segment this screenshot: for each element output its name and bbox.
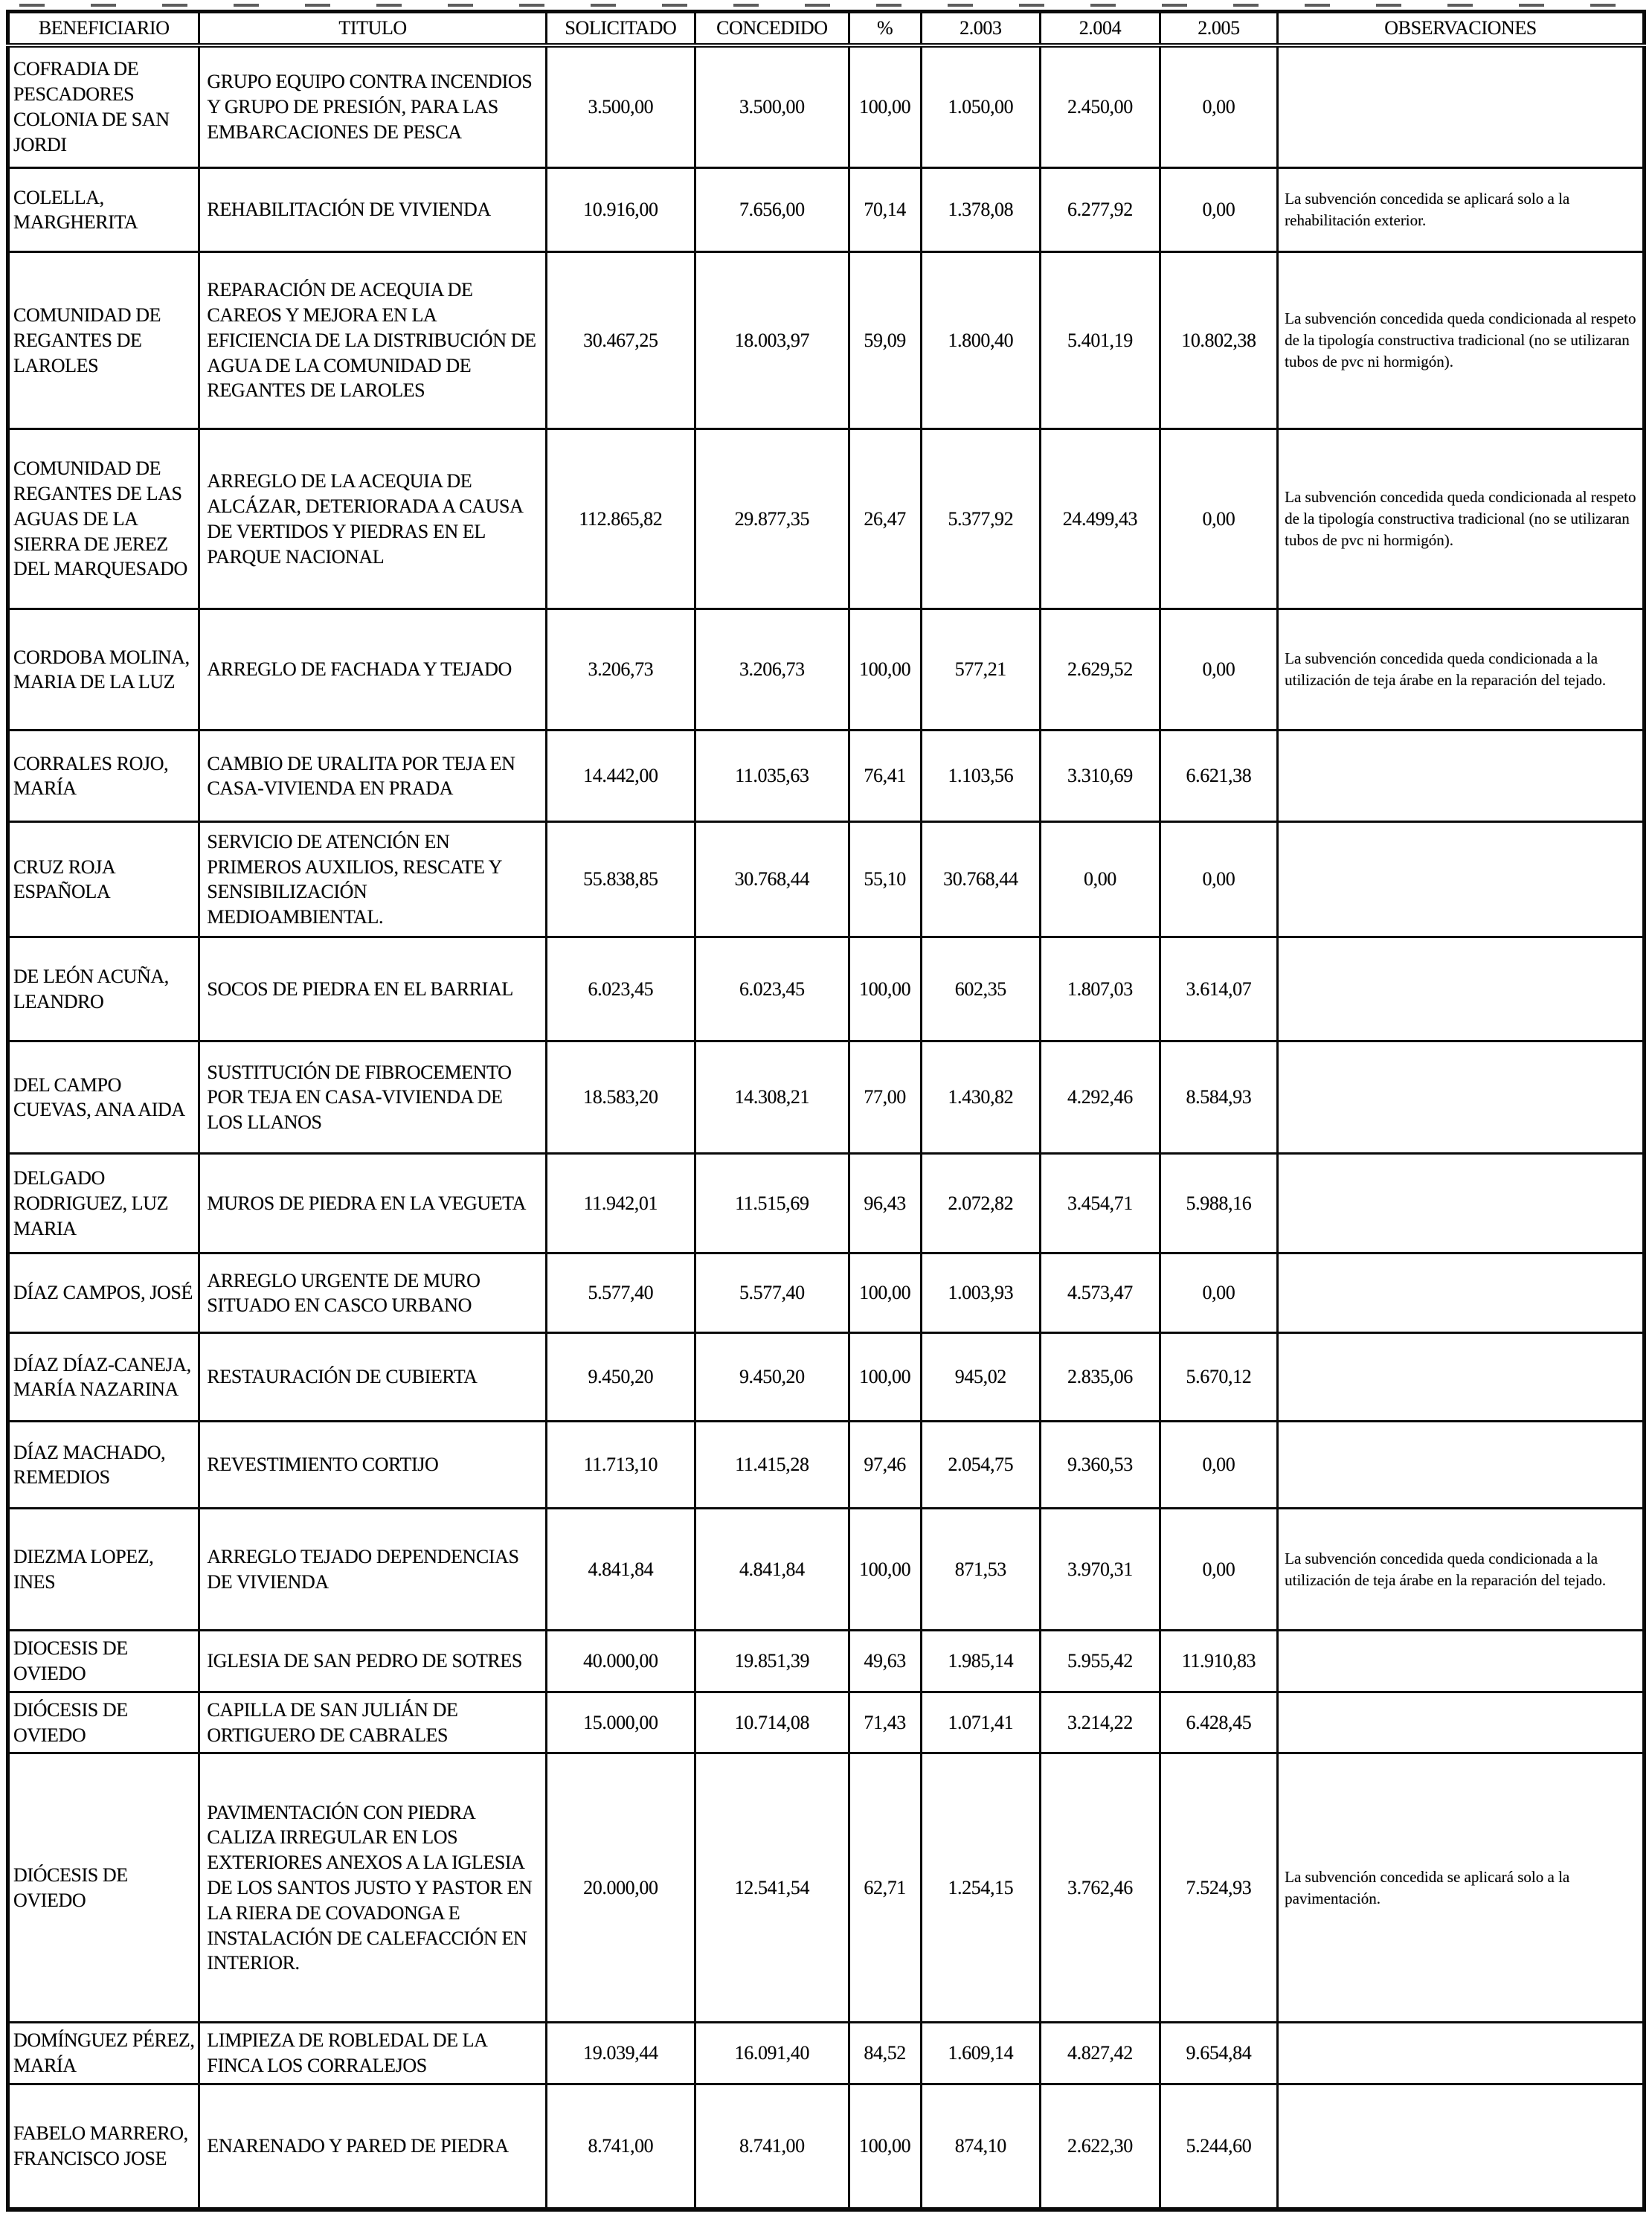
cell-y2004: 1.807,03 <box>1041 937 1160 1041</box>
cell-beneficiario: CRUZ ROJA ESPAÑOLA <box>8 822 199 937</box>
cell-pct: 26,47 <box>849 429 921 609</box>
table-row <box>8 822 1645 937</box>
cell-y2003: 2.072,82 <box>921 1154 1041 1253</box>
cell-y2005: 5.670,12 <box>1160 1333 1277 1422</box>
cell-y2003: 1.985,14 <box>921 1631 1041 1692</box>
cell-y2004: 3.214,22 <box>1041 1692 1160 1753</box>
table-row <box>8 1631 1645 1692</box>
cell-y2004: 3.454,71 <box>1041 1154 1160 1253</box>
cell-titulo: ARREGLO DE FACHADA Y TEJADO <box>199 609 546 731</box>
cell-concedido: 11.515,69 <box>695 1154 849 1253</box>
cell-y2004: 5.955,42 <box>1041 1631 1160 1692</box>
table-row <box>8 1154 1645 1253</box>
cell-y2003: 1.430,82 <box>921 1041 1041 1154</box>
cell-solicitado: 112.865,82 <box>546 429 695 609</box>
table-row <box>8 1692 1645 1753</box>
cell-titulo: CAMBIO DE URALITA POR TEJA EN CASA-VIVIENDA EN PRADA <box>199 731 546 822</box>
cell-solicitado: 3.500,00 <box>546 45 695 168</box>
cell-pct: 71,43 <box>849 1692 921 1753</box>
cell-titulo: GRUPO EQUIPO CONTRA INCENDIOS Y GRUPO DE PRESIÓN, PARA LAS EMBARCACIONES DE PESCA <box>199 45 546 168</box>
column-header-2005: 2.005 <box>1160 12 1277 45</box>
cell-y2005: 0,00 <box>1160 1422 1277 1509</box>
cell-concedido: 8.741,00 <box>695 2084 849 2209</box>
cell-y2003: 1.800,40 <box>921 252 1041 429</box>
cell-observaciones: La subvención concedida queda condicionada al respeto de la tipología constructiva tradicional (no se utilizaran tubos de pvc ni hormigón). <box>1278 252 1645 429</box>
cell-y2004: 3.310,69 <box>1041 731 1160 822</box>
cell-concedido: 18.003,97 <box>695 252 849 429</box>
cell-observaciones <box>1278 2023 1645 2084</box>
cell-solicitado: 19.039,44 <box>546 2023 695 2084</box>
cell-y2004: 2.835,06 <box>1041 1333 1160 1422</box>
table-row <box>8 1253 1645 1333</box>
cell-solicitado: 20.000,00 <box>546 1753 695 2023</box>
cell-pct: 59,09 <box>849 252 921 429</box>
cell-y2003: 1.050,00 <box>921 45 1041 168</box>
cell-solicitado: 9.450,20 <box>546 1333 695 1422</box>
column-header-beneficiario: BENEFICIARIO <box>8 12 199 45</box>
table-row <box>8 731 1645 822</box>
cell-y2005: 6.621,38 <box>1160 731 1277 822</box>
cell-observaciones: La subvención concedida queda condicionada a la utilización de teja árabe en la reparación del tejado. <box>1278 609 1645 731</box>
cell-y2004: 4.827,42 <box>1041 2023 1160 2084</box>
cell-titulo: RESTAURACIÓN DE CUBIERTA <box>199 1333 546 1422</box>
cell-solicitado: 30.467,25 <box>546 252 695 429</box>
cell-titulo: ENARENADO Y PARED DE PIEDRA <box>199 2084 546 2209</box>
table-row <box>8 1333 1645 1422</box>
table-row <box>8 2023 1645 2084</box>
cell-solicitado: 3.206,73 <box>546 609 695 731</box>
cell-beneficiario: DEL CAMPO CUEVAS, ANA AIDA <box>8 1041 199 1154</box>
cell-observaciones: La subvención concedida se aplicará solo a la rehabilitación exterior. <box>1278 168 1645 252</box>
cell-pct: 100,00 <box>849 1253 921 1333</box>
cell-solicitado: 4.841,84 <box>546 1509 695 1631</box>
table-row <box>8 1041 1645 1154</box>
cell-y2004: 6.277,92 <box>1041 168 1160 252</box>
cell-concedido: 6.023,45 <box>695 937 849 1041</box>
cell-beneficiario: COMUNIDAD DE REGANTES DE LAS AGUAS DE LA SIERRA DE JEREZ DEL MARQUESADO <box>8 429 199 609</box>
cell-y2005: 0,00 <box>1160 168 1277 252</box>
column-header-solicitado: SOLICITADO <box>546 12 695 45</box>
cell-concedido: 19.851,39 <box>695 1631 849 1692</box>
table-row <box>8 2084 1645 2209</box>
table-row <box>8 429 1645 609</box>
cell-pct: 84,52 <box>849 2023 921 2084</box>
cell-observaciones: La subvención concedida queda condicionada al respeto de la tipología constructiva tradicional (no se utilizaran tubos de pvc ni hormigón). <box>1278 429 1645 609</box>
cell-pct: 96,43 <box>849 1154 921 1253</box>
header-row <box>8 12 1645 45</box>
cell-solicitado: 11.713,10 <box>546 1422 695 1509</box>
cell-solicitado: 40.000,00 <box>546 1631 695 1692</box>
cell-solicitado: 15.000,00 <box>546 1692 695 1753</box>
column-header-titulo: TITULO <box>199 12 546 45</box>
cell-observaciones <box>1278 937 1645 1041</box>
cell-y2005: 0,00 <box>1160 429 1277 609</box>
cell-observaciones: La subvención concedida se aplicará solo a la pavimentación. <box>1278 1753 1645 2023</box>
scan-artifact-top <box>6 3 1646 8</box>
table-row <box>8 937 1645 1041</box>
cell-solicitado: 18.583,20 <box>546 1041 695 1154</box>
cell-y2003: 1.003,93 <box>921 1253 1041 1333</box>
cell-beneficiario: FABELO MARRERO, FRANCISCO JOSE <box>8 2084 199 2209</box>
cell-pct: 100,00 <box>849 609 921 731</box>
cell-y2005: 10.802,38 <box>1160 252 1277 429</box>
cell-y2005: 3.614,07 <box>1160 937 1277 1041</box>
cell-y2005: 0,00 <box>1160 822 1277 937</box>
cell-pct: 62,71 <box>849 1753 921 2023</box>
cell-concedido: 7.656,00 <box>695 168 849 252</box>
cell-beneficiario: DIOCESIS DE OVIEDO <box>8 1631 199 1692</box>
cell-solicitado: 8.741,00 <box>546 2084 695 2209</box>
cell-pct: 100,00 <box>849 2084 921 2209</box>
cell-titulo: SOCOS DE PIEDRA EN EL BARRIAL <box>199 937 546 1041</box>
cell-y2003: 945,02 <box>921 1333 1041 1422</box>
cell-y2004: 24.499,43 <box>1041 429 1160 609</box>
table-row <box>8 45 1645 168</box>
cell-y2003: 1.071,41 <box>921 1692 1041 1753</box>
cell-concedido: 11.035,63 <box>695 731 849 822</box>
cell-titulo: ARREGLO URGENTE DE MURO SITUADO EN CASCO URBANO <box>199 1253 546 1333</box>
column-header-pct: % <box>849 12 921 45</box>
column-header-observaciones: OBSERVACIONES <box>1278 12 1645 45</box>
cell-observaciones <box>1278 1333 1645 1422</box>
cell-y2003: 30.768,44 <box>921 822 1041 937</box>
cell-beneficiario: COLELLA, MARGHERITA <box>8 168 199 252</box>
cell-titulo: REHABILITACIÓN DE VIVIENDA <box>199 168 546 252</box>
cell-solicitado: 5.577,40 <box>546 1253 695 1333</box>
cell-beneficiario: DÍAZ DÍAZ-CANEJA, MARÍA NAZARINA <box>8 1333 199 1422</box>
cell-observaciones <box>1278 45 1645 168</box>
cell-solicitado: 55.838,85 <box>546 822 695 937</box>
cell-y2005: 11.910,83 <box>1160 1631 1277 1692</box>
cell-y2004: 4.292,46 <box>1041 1041 1160 1154</box>
cell-titulo: REPARACIÓN DE ACEQUIA DE CAREOS Y MEJORA EN LA EFICIENCIA DE LA DISTRIBUCIÓN DE AGUA DE LA COMUNIDAD DE REGANTES DE LAROLES <box>199 252 546 429</box>
table-row <box>8 252 1645 429</box>
cell-observaciones <box>1278 1041 1645 1154</box>
cell-pct: 55,10 <box>849 822 921 937</box>
cell-observaciones <box>1278 1154 1645 1253</box>
cell-observaciones <box>1278 1253 1645 1333</box>
cell-y2003: 5.377,92 <box>921 429 1041 609</box>
cell-y2004: 5.401,19 <box>1041 252 1160 429</box>
cell-pct: 76,41 <box>849 731 921 822</box>
cell-pct: 77,00 <box>849 1041 921 1154</box>
cell-titulo: CAPILLA DE SAN JULIÁN DE ORTIGUERO DE CABRALES <box>199 1692 546 1753</box>
cell-concedido: 29.877,35 <box>695 429 849 609</box>
cell-titulo: MUROS DE PIEDRA EN LA VEGUETA <box>199 1154 546 1253</box>
cell-observaciones <box>1278 2084 1645 2209</box>
cell-y2004: 4.573,47 <box>1041 1253 1160 1333</box>
cell-concedido: 3.206,73 <box>695 609 849 731</box>
cell-beneficiario: CORDOBA MOLINA, MARIA DE LA LUZ <box>8 609 199 731</box>
cell-beneficiario: COFRADIA DE PESCADORES COLONIA DE SAN JORDI <box>8 45 199 168</box>
cell-titulo: LIMPIEZA DE ROBLEDAL DE LA FINCA LOS CORRALEJOS <box>199 2023 546 2084</box>
cell-concedido: 3.500,00 <box>695 45 849 168</box>
cell-titulo: SERVICIO DE ATENCIÓN EN PRIMEROS AUXILIOS, RESCATE Y SENSIBILIZACIÓN MEDIOAMBIENTAL. <box>199 822 546 937</box>
cell-y2003: 2.054,75 <box>921 1422 1041 1509</box>
table-row <box>8 609 1645 731</box>
cell-beneficiario: DOMÍNGUEZ PÉREZ, MARÍA <box>8 2023 199 2084</box>
cell-y2003: 577,21 <box>921 609 1041 731</box>
cell-pct: 70,14 <box>849 168 921 252</box>
cell-pct: 100,00 <box>849 1333 921 1422</box>
subsidies-table <box>6 10 1646 2212</box>
cell-y2003: 871,53 <box>921 1509 1041 1631</box>
cell-beneficiario: DELGADO RODRIGUEZ, LUZ MARIA <box>8 1154 199 1253</box>
cell-y2004: 2.629,52 <box>1041 609 1160 731</box>
cell-concedido: 14.308,21 <box>695 1041 849 1154</box>
cell-titulo: SUSTITUCIÓN DE FIBROCEMENTO POR TEJA EN CASA-VIVIENDA DE LOS LLANOS <box>199 1041 546 1154</box>
cell-pct: 100,00 <box>849 45 921 168</box>
cell-concedido: 10.714,08 <box>695 1692 849 1753</box>
table-row <box>8 1422 1645 1509</box>
cell-titulo: IGLESIA DE SAN PEDRO DE SOTRES <box>199 1631 546 1692</box>
cell-y2005: 0,00 <box>1160 45 1277 168</box>
cell-y2003: 1.254,15 <box>921 1753 1041 2023</box>
cell-titulo: ARREGLO DE LA ACEQUIA DE ALCÁZAR, DETERIORADA A CAUSA DE VERTIDOS Y PIEDRAS EN EL PARQUE NACIONAL <box>199 429 546 609</box>
cell-titulo: PAVIMENTACIÓN CON PIEDRA CALIZA IRREGULAR EN LOS EXTERIORES ANEXOS A LA IGLESIA DE LOS SANTOS JUSTO Y PASTOR EN LA RIERA DE COVADONGA E INSTALACIÓN DE CALEFACCIÓN EN INTERIOR. <box>199 1753 546 2023</box>
cell-beneficiario: DIÓCESIS DE OVIEDO <box>8 1753 199 2023</box>
cell-concedido: 5.577,40 <box>695 1253 849 1333</box>
cell-solicitado: 10.916,00 <box>546 168 695 252</box>
cell-beneficiario: DE LEÓN ACUÑA, LEANDRO <box>8 937 199 1041</box>
cell-y2003: 874,10 <box>921 2084 1041 2209</box>
cell-concedido: 16.091,40 <box>695 2023 849 2084</box>
cell-concedido: 11.415,28 <box>695 1422 849 1509</box>
column-header-2003: 2.003 <box>921 12 1041 45</box>
cell-titulo: REVESTIMIENTO CORTIJO <box>199 1422 546 1509</box>
cell-pct: 97,46 <box>849 1422 921 1509</box>
cell-pct: 100,00 <box>849 1509 921 1631</box>
cell-y2003: 1.103,56 <box>921 731 1041 822</box>
cell-observaciones <box>1278 1422 1645 1509</box>
document-page <box>6 3 1646 2212</box>
cell-y2005: 0,00 <box>1160 1509 1277 1631</box>
cell-y2005: 7.524,93 <box>1160 1753 1277 2023</box>
table-header <box>8 12 1645 45</box>
table-row <box>8 168 1645 252</box>
cell-y2005: 6.428,45 <box>1160 1692 1277 1753</box>
cell-solicitado: 6.023,45 <box>546 937 695 1041</box>
cell-y2005: 0,00 <box>1160 1253 1277 1333</box>
cell-concedido: 4.841,84 <box>695 1509 849 1631</box>
cell-observaciones <box>1278 822 1645 937</box>
cell-y2004: 2.450,00 <box>1041 45 1160 168</box>
cell-concedido: 30.768,44 <box>695 822 849 937</box>
column-header-2004: 2.004 <box>1041 12 1160 45</box>
cell-solicitado: 11.942,01 <box>546 1154 695 1253</box>
cell-observaciones <box>1278 731 1645 822</box>
table-row <box>8 1509 1645 1631</box>
cell-y2005: 5.244,60 <box>1160 2084 1277 2209</box>
cell-y2005: 8.584,93 <box>1160 1041 1277 1154</box>
cell-pct: 100,00 <box>849 937 921 1041</box>
cell-y2004: 3.762,46 <box>1041 1753 1160 2023</box>
table-row <box>8 1753 1645 2023</box>
cell-observaciones <box>1278 1631 1645 1692</box>
column-header-concedido: CONCEDIDO <box>695 12 849 45</box>
cell-observaciones: La subvención concedida queda condicionada a la utilización de teja árabe en la reparación del tejado. <box>1278 1509 1645 1631</box>
cell-beneficiario: DIÓCESIS DE OVIEDO <box>8 1692 199 1753</box>
cell-beneficiario: COMUNIDAD DE REGANTES DE LAROLES <box>8 252 199 429</box>
cell-beneficiario: DIEZMA LOPEZ, INES <box>8 1509 199 1631</box>
cell-beneficiario: DÍAZ MACHADO, REMEDIOS <box>8 1422 199 1509</box>
cell-y2004: 2.622,30 <box>1041 2084 1160 2209</box>
cell-y2005: 9.654,84 <box>1160 2023 1277 2084</box>
cell-concedido: 9.450,20 <box>695 1333 849 1422</box>
cell-y2004: 9.360,53 <box>1041 1422 1160 1509</box>
cell-y2003: 1.609,14 <box>921 2023 1041 2084</box>
table-body <box>8 45 1645 2209</box>
cell-beneficiario: CORRALES ROJO, MARÍA <box>8 731 199 822</box>
cell-observaciones <box>1278 1692 1645 1753</box>
cell-titulo: ARREGLO TEJADO DEPENDENCIAS DE VIVIENDA <box>199 1509 546 1631</box>
cell-y2004: 0,00 <box>1041 822 1160 937</box>
cell-y2003: 602,35 <box>921 937 1041 1041</box>
cell-beneficiario: DÍAZ CAMPOS, JOSÉ <box>8 1253 199 1333</box>
cell-pct: 49,63 <box>849 1631 921 1692</box>
cell-y2005: 0,00 <box>1160 609 1277 731</box>
cell-solicitado: 14.442,00 <box>546 731 695 822</box>
cell-y2005: 5.988,16 <box>1160 1154 1277 1253</box>
cell-concedido: 12.541,54 <box>695 1753 849 2023</box>
cell-y2003: 1.378,08 <box>921 168 1041 252</box>
cell-y2004: 3.970,31 <box>1041 1509 1160 1631</box>
